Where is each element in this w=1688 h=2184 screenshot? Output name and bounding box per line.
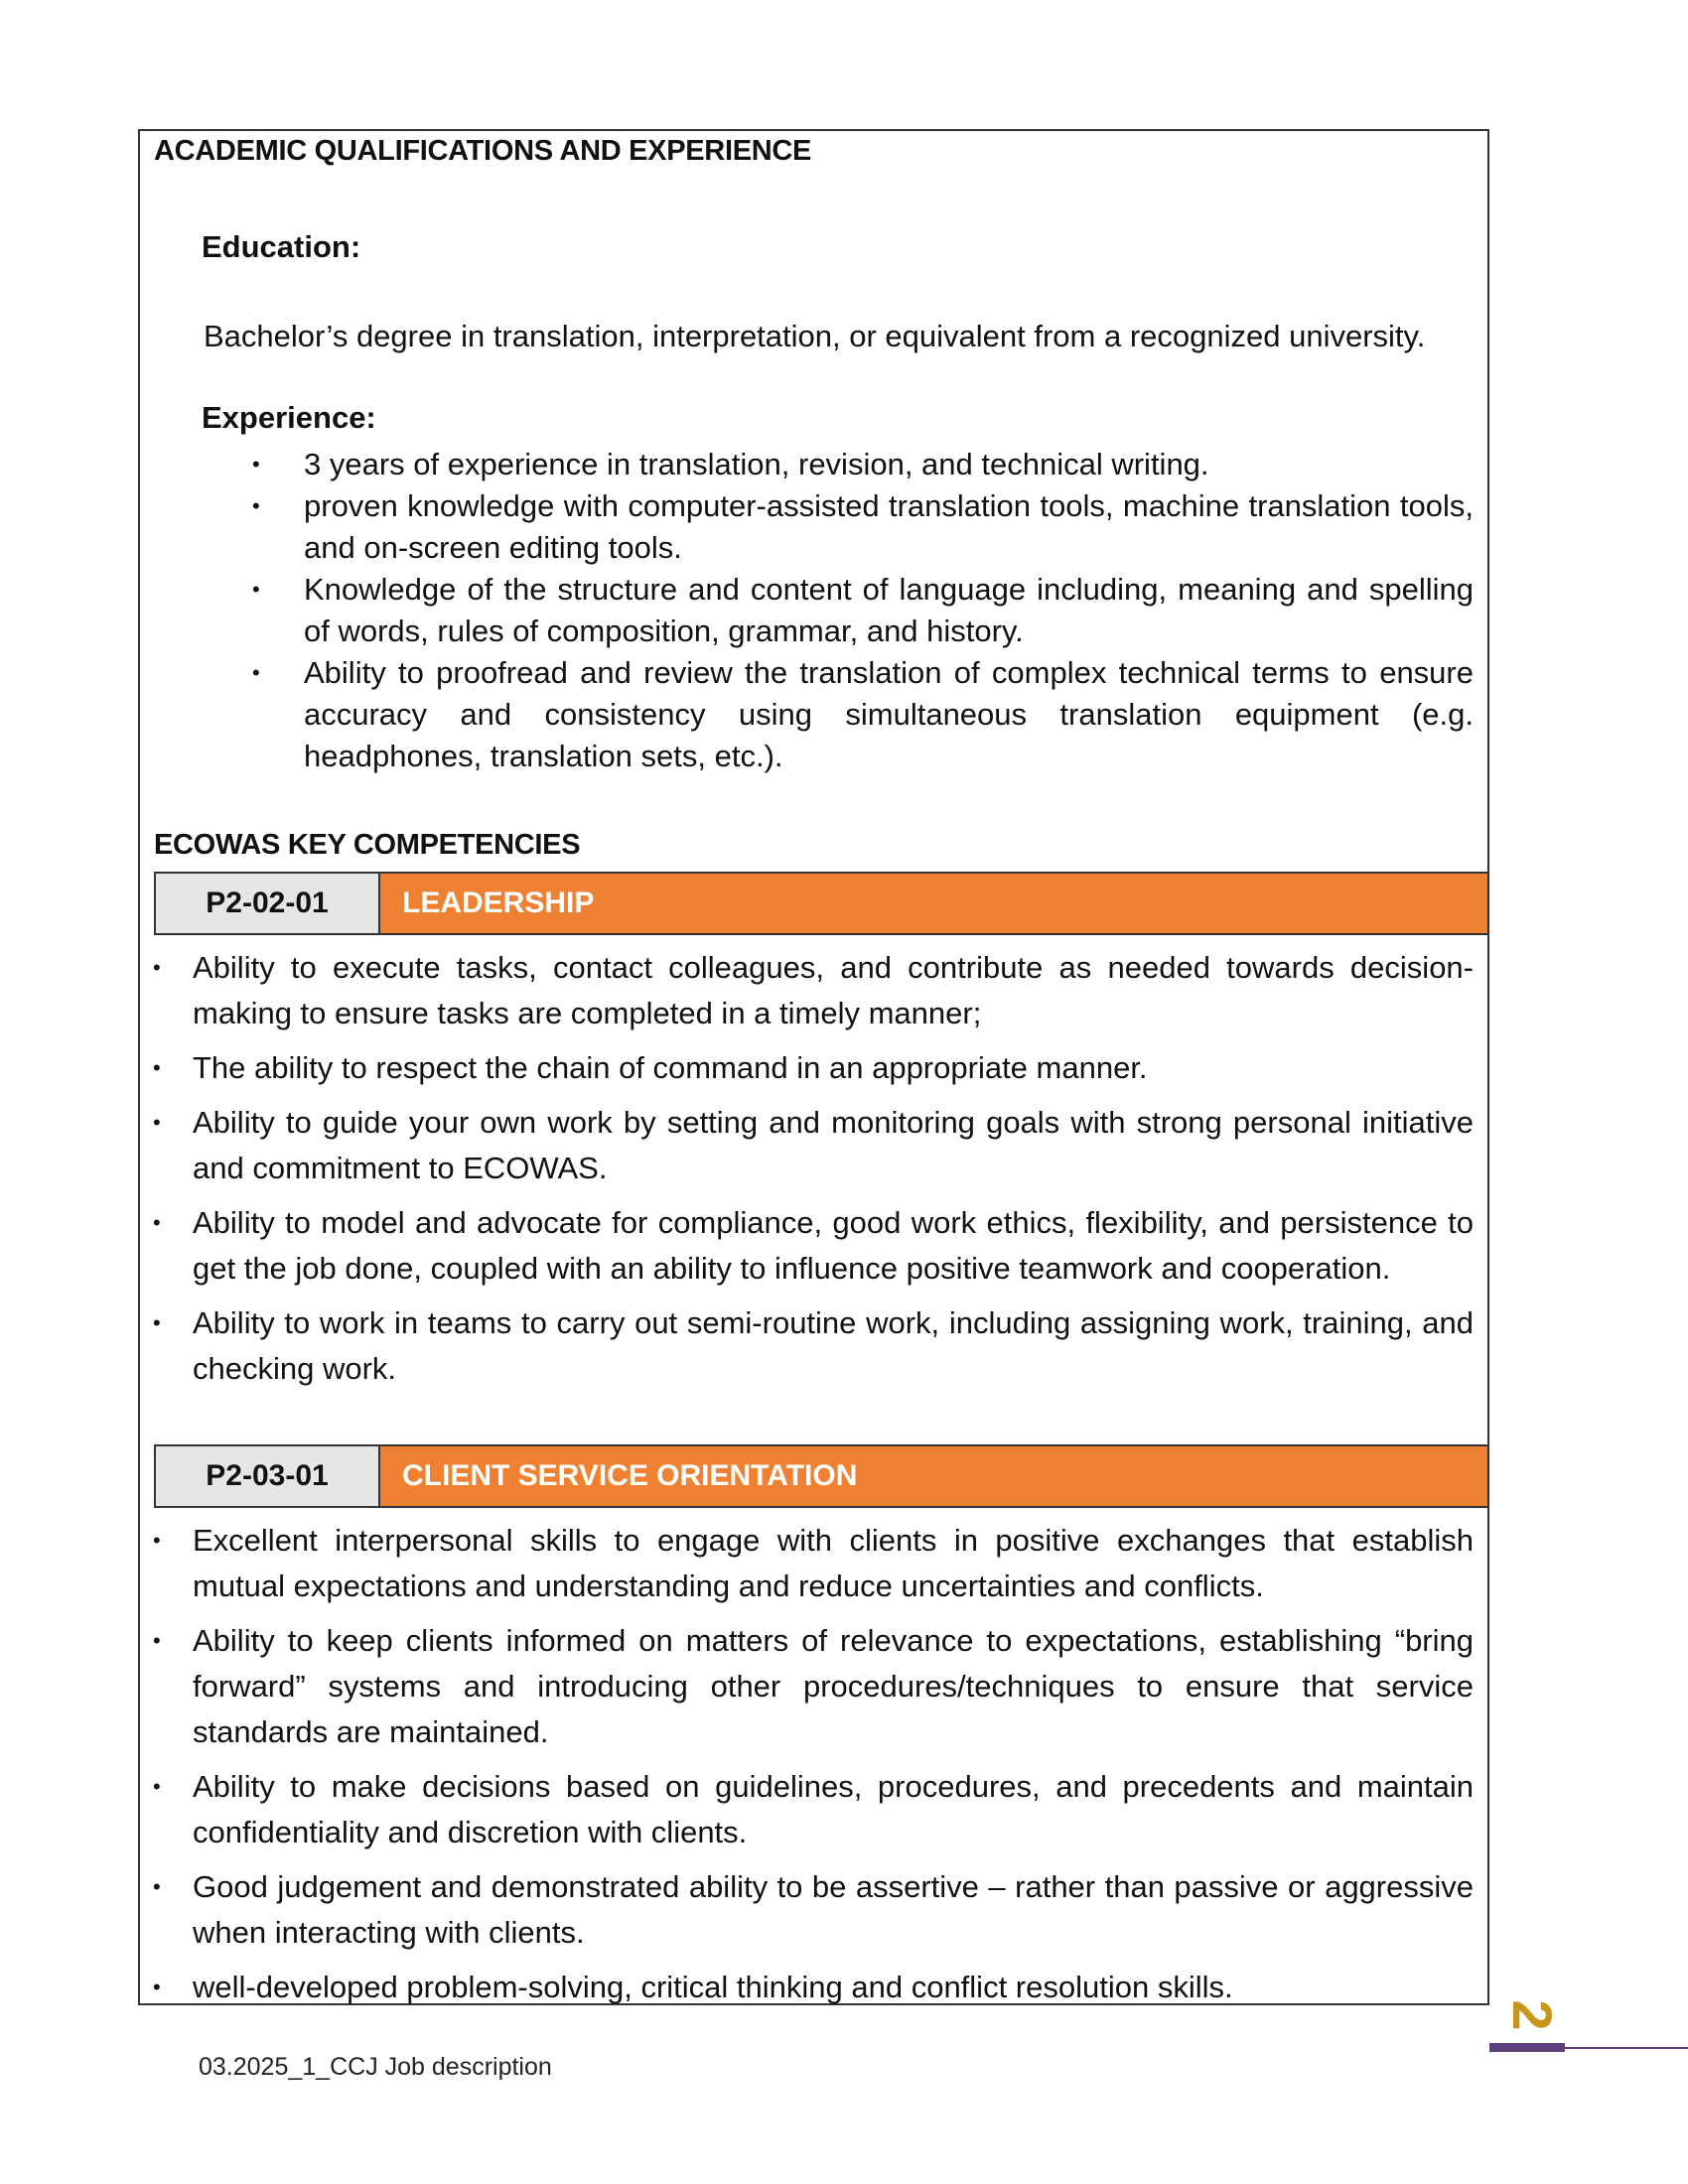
bullet-icon: • [153,1774,161,1799]
education-text: Bachelor’s degree in translation, interpretation, or equivalent from a recognized university. [204,319,1426,353]
list-item-text: Ability to execute tasks, contact colleagues, and contribute as needed towards decision-making to ensure tasks are completed in a timely manner; [193,950,1474,1030]
list-item-text: Ability to proofread and review the translation of complex technical terms to ensure accuracy and consistency using simultaneous translation equipment (e.g. headphones, translation sets, etc.). [304,655,1474,773]
bullet-icon: • [153,1110,161,1135]
list-item-text: Ability to model and advocate for compliance, good work ethics, flexibility, and persistence to get the job done, coupled with an ability to influence positive teamwork and cooperation. [193,1205,1474,1286]
experience-label: Experience: [202,400,376,435]
bullet-icon: • [252,452,260,477]
list-item [149,1764,1474,1855]
education-label: Education: [202,229,361,264]
list-item-text: proven knowledge with computer-assisted translation tools, machine translation tools, and on-screen editing tools. [304,488,1474,565]
list-item [149,1100,1474,1191]
bullet-icon: • [153,1975,161,1999]
list-item-text: well-developed problem-solving, critical thinking and conflict resolution skills. [193,1970,1233,2004]
bullet-icon: • [153,1210,161,1235]
bullet-icon: • [153,1628,161,1653]
list-item-text: Excellent interpersonal skills to engage with clients in positive exchanges that establish mutual expectations and understanding and reduce uncertainties and conflicts. [193,1523,1474,1603]
bullet-icon: • [153,1310,161,1335]
list-item-text: Ability to guide your own work by setting and monitoring goals with strong personal initiative and commitment to ECOWAS. [193,1105,1474,1185]
bullet-icon: • [153,1055,161,1080]
competency-list-client-service [149,1518,1474,2019]
list-item-text: Ability to keep clients informed on matters of relevance to expectations, establishing “bring forward” systems and introducing other procedures/techniques to ensure that service standards are maintained. [193,1623,1474,1749]
experience-list [248,444,1474,777]
list-item [149,945,1474,1036]
competencies-heading: ECOWAS KEY COMPETENCIES [154,829,581,861]
section-heading-academic: ACADEMIC QUALIFICATIONS AND EXPERIENCE [154,135,812,167]
competency-code: P2-02-01 [156,874,380,933]
bullet-icon: • [153,1528,161,1553]
list-item-text: Good judgement and demonstrated ability to be assertive – rather than passive or aggressive when interacting with clients. [193,1869,1474,1950]
list-item [149,1965,1474,2010]
list-item [149,1518,1474,1609]
competency-title: LEADERSHIP [380,874,1487,933]
list-item-text: Knowledge of the structure and content of language including, meaning and spelling of words, rules of composition, grammar, and history. [304,572,1474,648]
list-item [248,569,1474,652]
list-item [248,485,1474,569]
footer-divider-accent [1489,2043,1565,2052]
page-number: 2 [1501,1999,1565,2031]
competency-code: P2-03-01 [156,1446,380,1506]
list-item [149,1200,1474,1292]
bullet-icon: • [252,660,260,685]
list-item-text: Ability to work in teams to carry out semi-routine work, including assigning work, training, and checking work. [193,1305,1474,1386]
list-item-text: The ability to respect the chain of command in an appropriate manner. [193,1050,1148,1085]
competency-header-client-service [154,1444,1489,1508]
list-item [149,1864,1474,1956]
bullet-icon: • [153,955,161,980]
list-item-text: Ability to make decisions based on guidelines, procedures, and precedents and maintain confidentiality and discretion with clients. [193,1769,1474,1849]
footer-doc-reference: 03.2025_1_CCJ Job description [199,2053,552,2081]
bullet-icon: • [153,1874,161,1899]
list-item [149,1618,1474,1755]
list-item [149,1045,1474,1091]
bullet-icon: • [252,493,260,518]
list-item [149,1300,1474,1392]
competency-list-leadership [149,945,1474,1401]
competency-title: CLIENT SERVICE ORIENTATION [380,1446,1487,1506]
list-item-text: 3 years of experience in translation, revision, and technical writing. [304,447,1209,481]
list-item [248,444,1474,485]
competency-header-leadership [154,872,1489,935]
bullet-icon: • [252,577,260,602]
list-item [248,652,1474,777]
